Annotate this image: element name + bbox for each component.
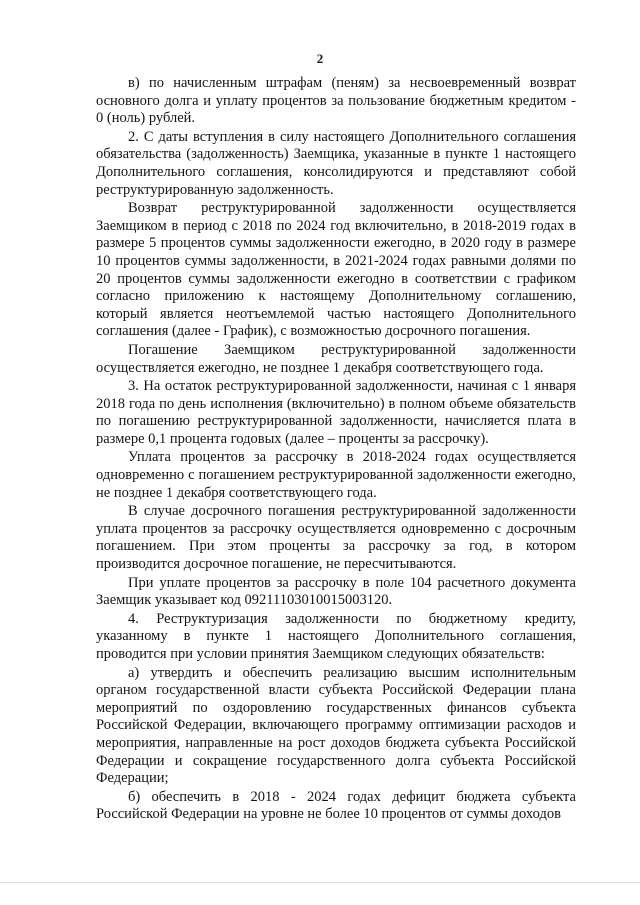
paragraph-clause-3: 3. На остаток реструктурированной задолженности, начиная с 1 января 2018 года по день исполнения (включительно) в полном объеме обязательств по погашению реструктурированной задолженности, начисляется плата в размере 0,1 процента годовых (далее – проценты за рассрочку). [96,378,576,447]
paragraph-early-repayment: В случае досрочного погашения реструктурированной задолженности уплата процентов за рассрочку осуществляется одновременно с досрочным погашением. При этом проценты за рассрочку за год, в котором производится досрочное погашение, не пересчитываются. [96,503,576,573]
paragraph-repayment-schedule: Возврат реструктурированной задолженности осуществляется Заемщиком в период с 2018 по 2024 год включительно, в 2018-2019 годах в размере 5 процентов суммы задолженности ежегодно, в 2020 году в размере 10 процентов суммы задолженности, в 2021-2024 годах равными долями по 20 процентов суммы задолженности ежегодно в соответствии с графиком согласно приложению к настоящему Дополнительному соглашению, который является неотъемлемой частью настоящего Дополнительного соглашения (далее - График), с возможностью досрочного погашения. [96,200,576,340]
paragraph-obligation-a: а) утвердить и обеспечить реализацию высшим исполнительным органом государственной власти субъекта Российской Федерации плана мероприятий по оздоровлению государственных финансов субъекта Российской Федерации, включающего программу оптимизации расходов и мероприятия, направленные на рост доходов бюджета субъекта Российской Федерации и сокращение государственного долга субъекта Российской Федерации; [96,664,576,787]
document-body [96,75,576,824]
paragraph-obligation-b: б) обеспечить в 2018 - 2024 годах дефицит бюджета субъекта Российской Федерации на уровне не более 10 процентов от суммы доходов [96,788,576,823]
paragraph-clause-4: 4. Реструктуризация задолженности по бюджетному кредиту, указанному в пункте 1 настоящего Дополнительного соглашения, проводится при условии принятия Заемщиком следующих обязательств: [96,610,576,662]
paragraph-clause-2: 2. С даты вступления в силу настоящего Дополнительного соглашения обязательства (задолженность) Заемщика, указанные в пункте 1 настоящего Дополнительного соглашения, консолидируются и представляют собой реструктурированную задолженность. [96,128,576,198]
paragraph-annual-repayment: Погашение Заемщиком реструктурированной задолженности осуществляется ежегодно, не позднее 1 декабря соответствующего года. [96,341,576,376]
page-number: 2 [316,51,324,66]
paragraph-penalties: в) по начисленным штрафам (пеням) за несвоевременный возврат основного долга и уплату процентов за пользование бюджетным кредитом - 0 (ноль) рублей. [96,75,576,127]
page-bottom-edge [0,882,640,883]
paragraph-interest-payment: Уплата процентов за рассрочку в 2018-2024 годах осуществляется одновременно с погашением реструктурированной задолженности ежегодно, не позднее 1 декабря соответствующего года. [96,449,576,501]
paragraph-payment-code: При уплате процентов за рассрочку в поле 104 расчетного документа Заемщик указывает код 09211103010015003120. [96,574,576,609]
